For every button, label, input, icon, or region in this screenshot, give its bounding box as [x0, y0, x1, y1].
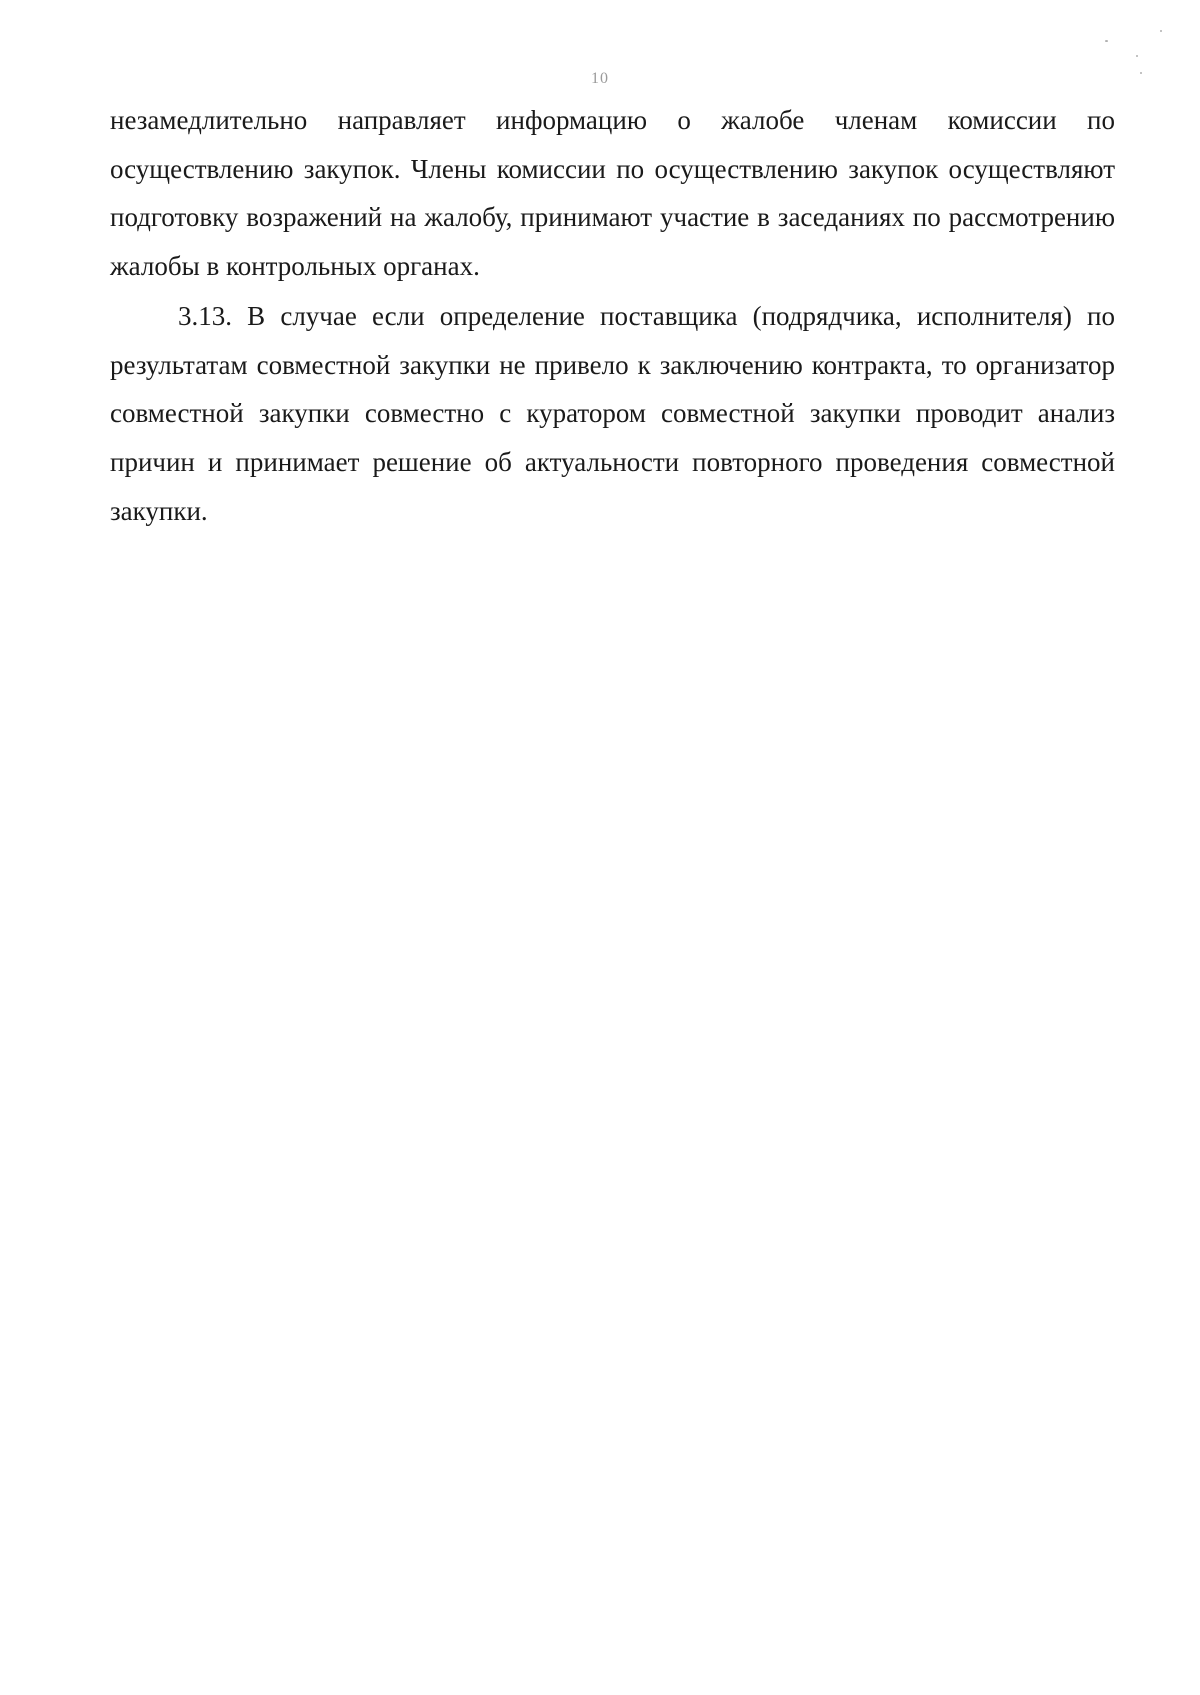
paragraph-continuation: незамедлительно направляет информацию о жалобе членам комиссии по осуществлению закупок. Члены комиссии по осуществлению закупок осуществляют подготовку возражений на жалобу, принимают участие в заседаниях по рассмотрению жалобы в контрольных органах. [110, 105, 1115, 282]
document-body [110, 96, 1115, 535]
scan-artifact [1105, 40, 1108, 42]
page-number: 10 [591, 70, 609, 87]
scan-artifact [1160, 30, 1162, 32]
scan-artifact [1140, 72, 1142, 74]
scan-artifact [1136, 55, 1138, 57]
paragraph-3-13: 3.13. В случае если определение поставщика (подрядчика, исполнителя) по результатам совместной закупки не привело к заключению контракта, то организатор совместной закупки совместно с куратором совместной закупки проводит анализ причин и принимает решение об актуальности повторного проведения совместной закупки. [110, 300, 1115, 526]
